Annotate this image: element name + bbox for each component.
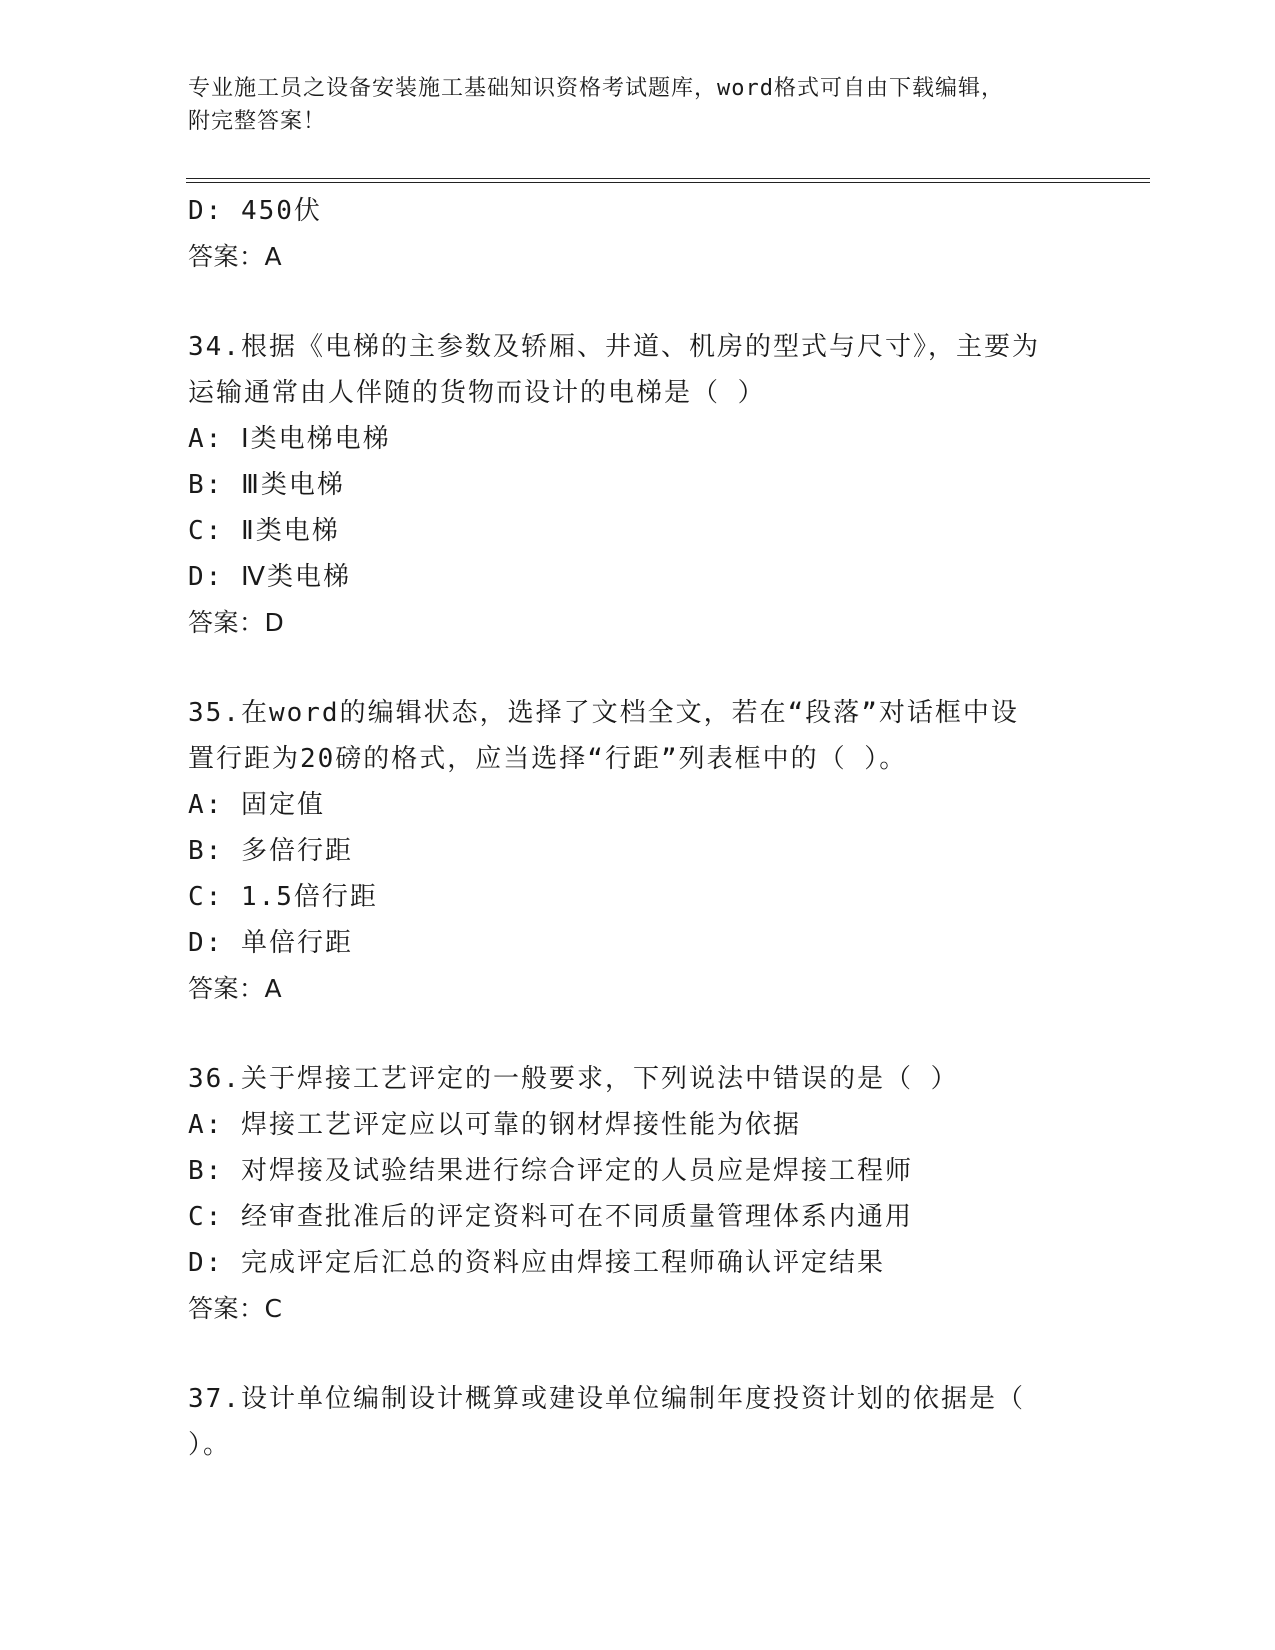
question-stem: 34.根据《电梯的主参数及轿厢、井道、机房的型式与尺寸》，主要为 bbox=[188, 332, 1040, 362]
option-b: B: Ⅲ类电梯 bbox=[188, 470, 345, 500]
question-stem: 运输通常由人伴随的货物而设计的电梯是（ ） bbox=[188, 378, 766, 408]
option-b: B: 对焊接及试验结果进行综合评定的人员应是焊接工程师 bbox=[188, 1156, 913, 1186]
answer-line: 答案：A bbox=[188, 974, 283, 1003]
spacer bbox=[188, 646, 1088, 690]
option-d: D: 450伏 bbox=[188, 196, 322, 226]
option-d: D: 单倍行距 bbox=[188, 928, 353, 958]
header-line-2: 附完整答案！ bbox=[188, 109, 327, 134]
option-d: D: 完成评定后汇总的资料应由焊接工程师确认评定结果 bbox=[188, 1248, 885, 1278]
spacer bbox=[188, 1332, 1088, 1376]
answer-line: 答案：C bbox=[188, 1294, 283, 1323]
question-content bbox=[188, 188, 1088, 1468]
spacer bbox=[188, 1012, 1088, 1056]
question-36 bbox=[188, 1056, 1088, 1332]
header-divider-top bbox=[186, 178, 1150, 179]
question-35 bbox=[188, 690, 1088, 1012]
option-a: A: Ⅰ类电梯电梯 bbox=[188, 424, 391, 454]
question-stem: 置行距为20磅的格式，应当选择“行距”列表框中的（ ）。 bbox=[188, 744, 908, 774]
answer-line: 答案：A bbox=[188, 242, 283, 271]
option-c: C: 1.5倍行距 bbox=[188, 882, 378, 912]
option-b: B: 多倍行距 bbox=[188, 836, 353, 866]
question-34 bbox=[188, 324, 1088, 646]
option-a: A: 焊接工艺评定应以可靠的钢材焊接性能为依据 bbox=[188, 1110, 801, 1140]
question-stem: 36.关于焊接工艺评定的一般要求，下列说法中错误的是（ ） bbox=[188, 1064, 959, 1094]
document-header bbox=[188, 72, 1068, 138]
question-stem: 37.设计单位编制设计概算或建设单位编制年度投资计划的依据是（ bbox=[188, 1384, 1025, 1414]
option-a: A: 固定值 bbox=[188, 790, 325, 820]
question-stem: 35.在word的编辑状态，选择了文档全文，若在“段落”对话框中设 bbox=[188, 698, 1019, 728]
question-37 bbox=[188, 1376, 1088, 1468]
option-c: C: Ⅱ类电梯 bbox=[188, 516, 340, 546]
spacer bbox=[188, 280, 1088, 324]
option-d: D: Ⅳ类电梯 bbox=[188, 562, 351, 592]
header-line-1: 专业施工员之设备安装施工基础知识资格考试题库，word格式可自由下载编辑， bbox=[188, 76, 1004, 101]
option-c: C: 经审查批准后的评定资料可在不同质量管理体系内通用 bbox=[188, 1202, 913, 1232]
question-stem: ）。 bbox=[188, 1430, 232, 1460]
header-divider-bottom bbox=[186, 182, 1150, 183]
answer-line: 答案：D bbox=[188, 608, 285, 637]
